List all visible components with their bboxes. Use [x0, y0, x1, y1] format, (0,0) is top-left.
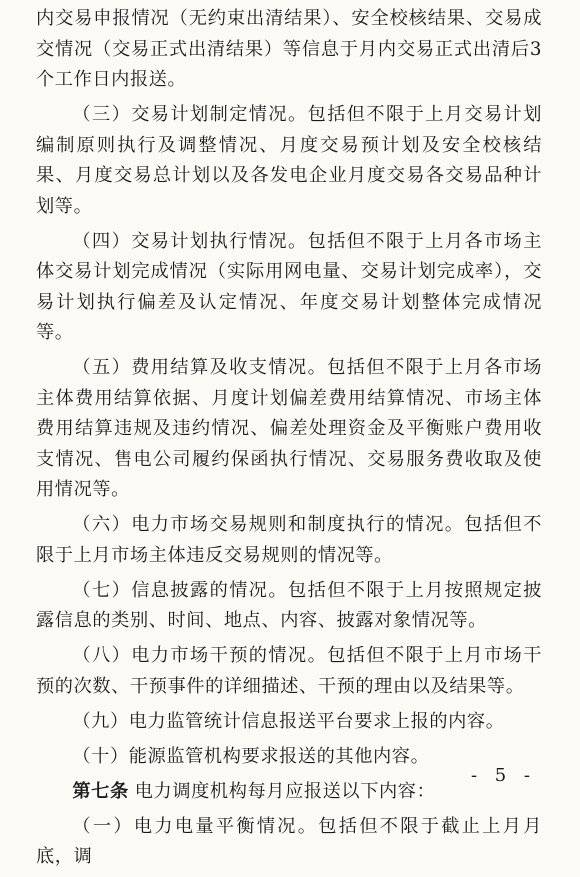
paragraph-item-3: （三）交易计划制定情况。包括但不限于上月交易计划编制原则执行及调整情况、月度交易预计划及安全校核结果、月度交易总计划以及各发电企业月度交易各交易品种计划等。: [36, 104, 542, 217]
paragraph-item-5: （五）费用结算及收支情况。包括但不限于上月各市场主体费用结算依据、月度计划偏差费用结算情况、市场主体费用结算违规及违约情况、偏差处理资金及平衡账户费用收支情况、售电公司履约保函执行情况、交易服务费收取及使用情况等。: [36, 357, 542, 500]
paragraph-item-6: （六）电力市场交易规则和制度执行的情况。包括但不限于上月市场主体违反交易规则的情况等。: [36, 514, 542, 566]
paragraph-item-9: （九）电力监管统计信息报送平台要求上报的内容。: [72, 710, 505, 732]
paragraph-article-7-item-1: （一）电力电量平衡情况。包括但不限于截止上月月底，调: [36, 815, 542, 867]
article-7-label: 第七条: [72, 780, 129, 802]
paragraph-item-4: （四）交易计划执行情况。包括但不限于上月各市场主体交易计划完成情况（实际用网电量、交易计划完成率），交易计划执行偏差及认定情况、年度交易计划整体完成情况等。: [36, 230, 542, 343]
paragraph-continuation: 内交易申报情况（无约束出清结果）、安全校核结果、交易成交情况（交易正式出清结果）等信息于月内交易正式出清后3个工作日内报送。: [36, 8, 542, 90]
paragraph-item-7: （七）信息披露的情况。包括但不限于上月按照规定披露信息的类别、时间、地点、内容、披露对象情况等。: [36, 579, 542, 631]
article-7-text: 电力调度机构每月应报送以下内容：: [134, 780, 436, 802]
paragraph-item-10: （十）能源监管机构要求报送的其他内容。: [72, 745, 430, 767]
page-number: - 5 -: [470, 765, 536, 786]
page-body: [36, 4, 542, 877]
paragraph-item-8: （八）电力市场干预的情况。包括但不限于上月市场干预的次数、干预事件的详细描述、干预的理由以及结果等。: [36, 645, 542, 697]
article-7-heading: [36, 777, 542, 808]
